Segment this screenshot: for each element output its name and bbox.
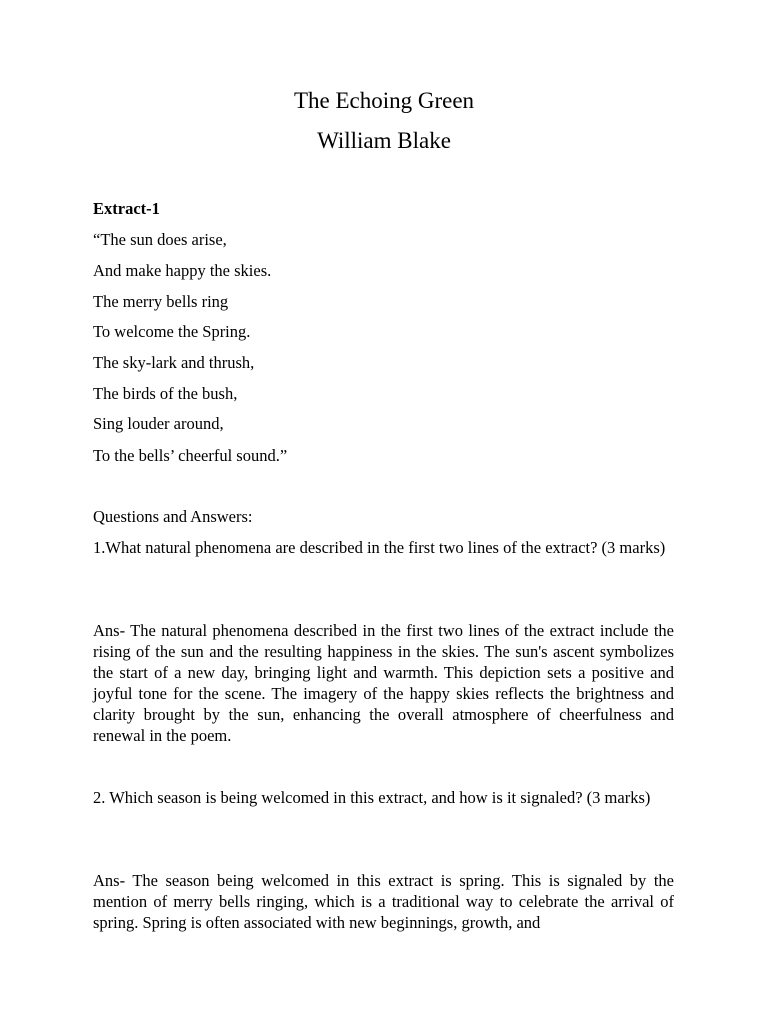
poem-line: To welcome the Spring. [93,322,251,341]
qa-heading: Questions and Answers: [93,507,253,526]
poem-line: To the bells’ cheerful sound.” [93,446,288,465]
question-2: 2. Which season is being welcomed in this extract, and how is it signaled? (3 marks) [93,788,651,807]
poem-line: The merry bells ring [93,292,229,311]
poem-line: The sky-lark and thrush, [93,353,255,372]
question-1: 1.What natural phenomena are described in the first two lines of the extract? (3 marks) [93,538,666,557]
answer-1: Ans- The natural phenomena described in the first two lines of the extract include the rising of the sun and the resulting happiness in the skies. The sun's ascent symbolizes the start of a new day, bringing light and warmth. This depiction sets a positive and joyful tone for the scene. The imagery of the happy skies reflects the brightness and clarity brought by the sun, enhancing the overall atmosphere of cheerfulness and renewal in the poem. [93,621,674,745]
answer-2: Ans- The season being welcomed in this extract is spring. This is signaled by the mention of merry bells ringing, which is a traditional way to celebrate the arrival of spring. Spring is often associated with new beginnings, growth, and [93,871,674,932]
extract-heading: Extract-1 [93,199,160,218]
poem-line: Sing louder around, [93,414,224,433]
poem-line: The birds of the bush, [93,384,238,403]
poem-author: William Blake [317,128,451,153]
poem-line: And make happy the skies. [93,261,272,280]
poem-title: The Echoing Green [293,88,475,113]
poem-line: “The sun does arise, [93,230,227,249]
